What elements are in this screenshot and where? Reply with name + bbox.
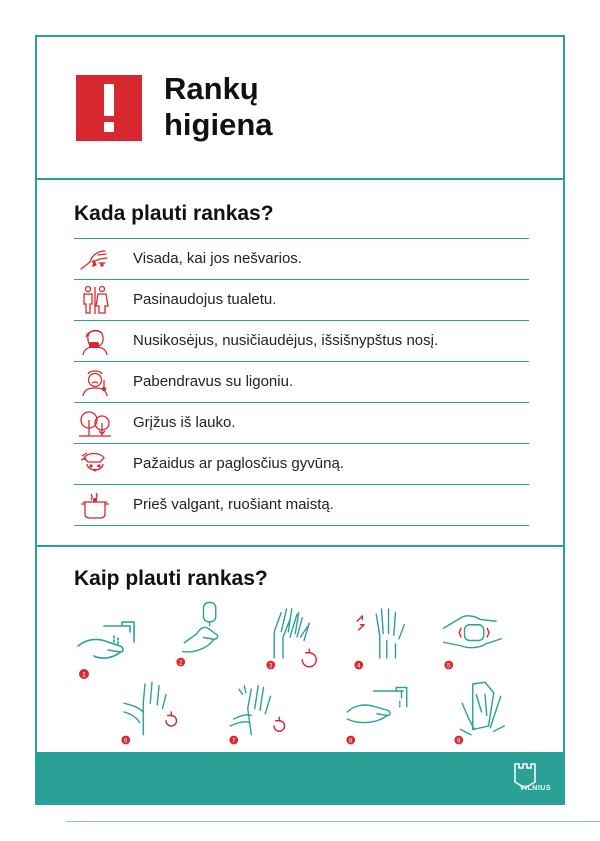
list-item	[74, 444, 529, 485]
when-title: Kada plauti rankas?	[74, 202, 274, 225]
list-item	[74, 321, 529, 362]
header	[37, 37, 563, 180]
svg-text:6: 6	[124, 737, 128, 745]
how-title: Kaip plauti rankas?	[74, 567, 268, 590]
toilet-people-icon	[78, 284, 112, 316]
list-item	[74, 280, 529, 321]
step-1-faucet-icon	[74, 612, 154, 682]
pet-hand-icon	[78, 448, 112, 480]
list-item	[74, 362, 529, 403]
list-item	[74, 239, 529, 280]
logo-text: VILNIUS	[519, 785, 551, 792]
when-section	[37, 180, 563, 547]
sick-person-icon	[78, 366, 112, 398]
step-9-towel-icon	[445, 677, 525, 747]
step-4-back-of-hands-icon	[345, 602, 425, 672]
step-2-soap-icon	[167, 599, 247, 669]
row-text: Pažaidus ar paglosčius gyvūną.	[133, 455, 344, 472]
row-text: Pabendravus su ligoniu.	[133, 373, 294, 390]
cooking-pot-icon	[78, 489, 112, 521]
poster-frame	[35, 35, 565, 805]
svg-text:4: 4	[357, 662, 361, 670]
bottom-divider	[66, 821, 600, 822]
title-line-2: higiena	[164, 107, 273, 142]
step-7-fingertips-icon	[220, 677, 300, 747]
row-text: Prieš valgant, ruošiant maistą.	[133, 496, 334, 513]
svg-text:2: 2	[179, 659, 183, 667]
row-text: Visada, kai jos nešvarios.	[133, 250, 302, 267]
page-title	[164, 71, 273, 143]
vilnius-logo-icon	[501, 760, 549, 800]
footer-bar	[37, 752, 563, 805]
step-number: 1	[82, 672, 86, 679]
row-text: Nusikosėjus, nusičiaudėjus, išsišnypštus nosį.	[133, 332, 439, 349]
row-text: Pasinaudojus tualetu.	[133, 291, 277, 308]
list-item	[74, 403, 529, 444]
svg-text:5: 5	[447, 662, 451, 670]
svg-text:8: 8	[349, 737, 353, 745]
alert-icon	[76, 75, 142, 141]
when-list	[74, 238, 529, 526]
svg-text:3: 3	[269, 662, 273, 670]
svg-text:9: 9	[457, 737, 461, 745]
sneezing-person-icon	[78, 325, 112, 357]
row-text: Grįžus iš lauko.	[133, 414, 236, 431]
step-3-palms-icon	[257, 602, 337, 672]
list-item	[74, 485, 529, 526]
step-5-interlock-icon	[435, 602, 515, 672]
step-6-thumb-icon	[112, 677, 192, 747]
trees-icon	[78, 407, 112, 439]
title-line-1: Rankų	[164, 71, 259, 106]
step-8-rinse-icon	[337, 677, 417, 747]
svg-text:7: 7	[232, 737, 236, 745]
dirty-hand-icon	[78, 243, 112, 275]
how-section	[37, 547, 563, 752]
